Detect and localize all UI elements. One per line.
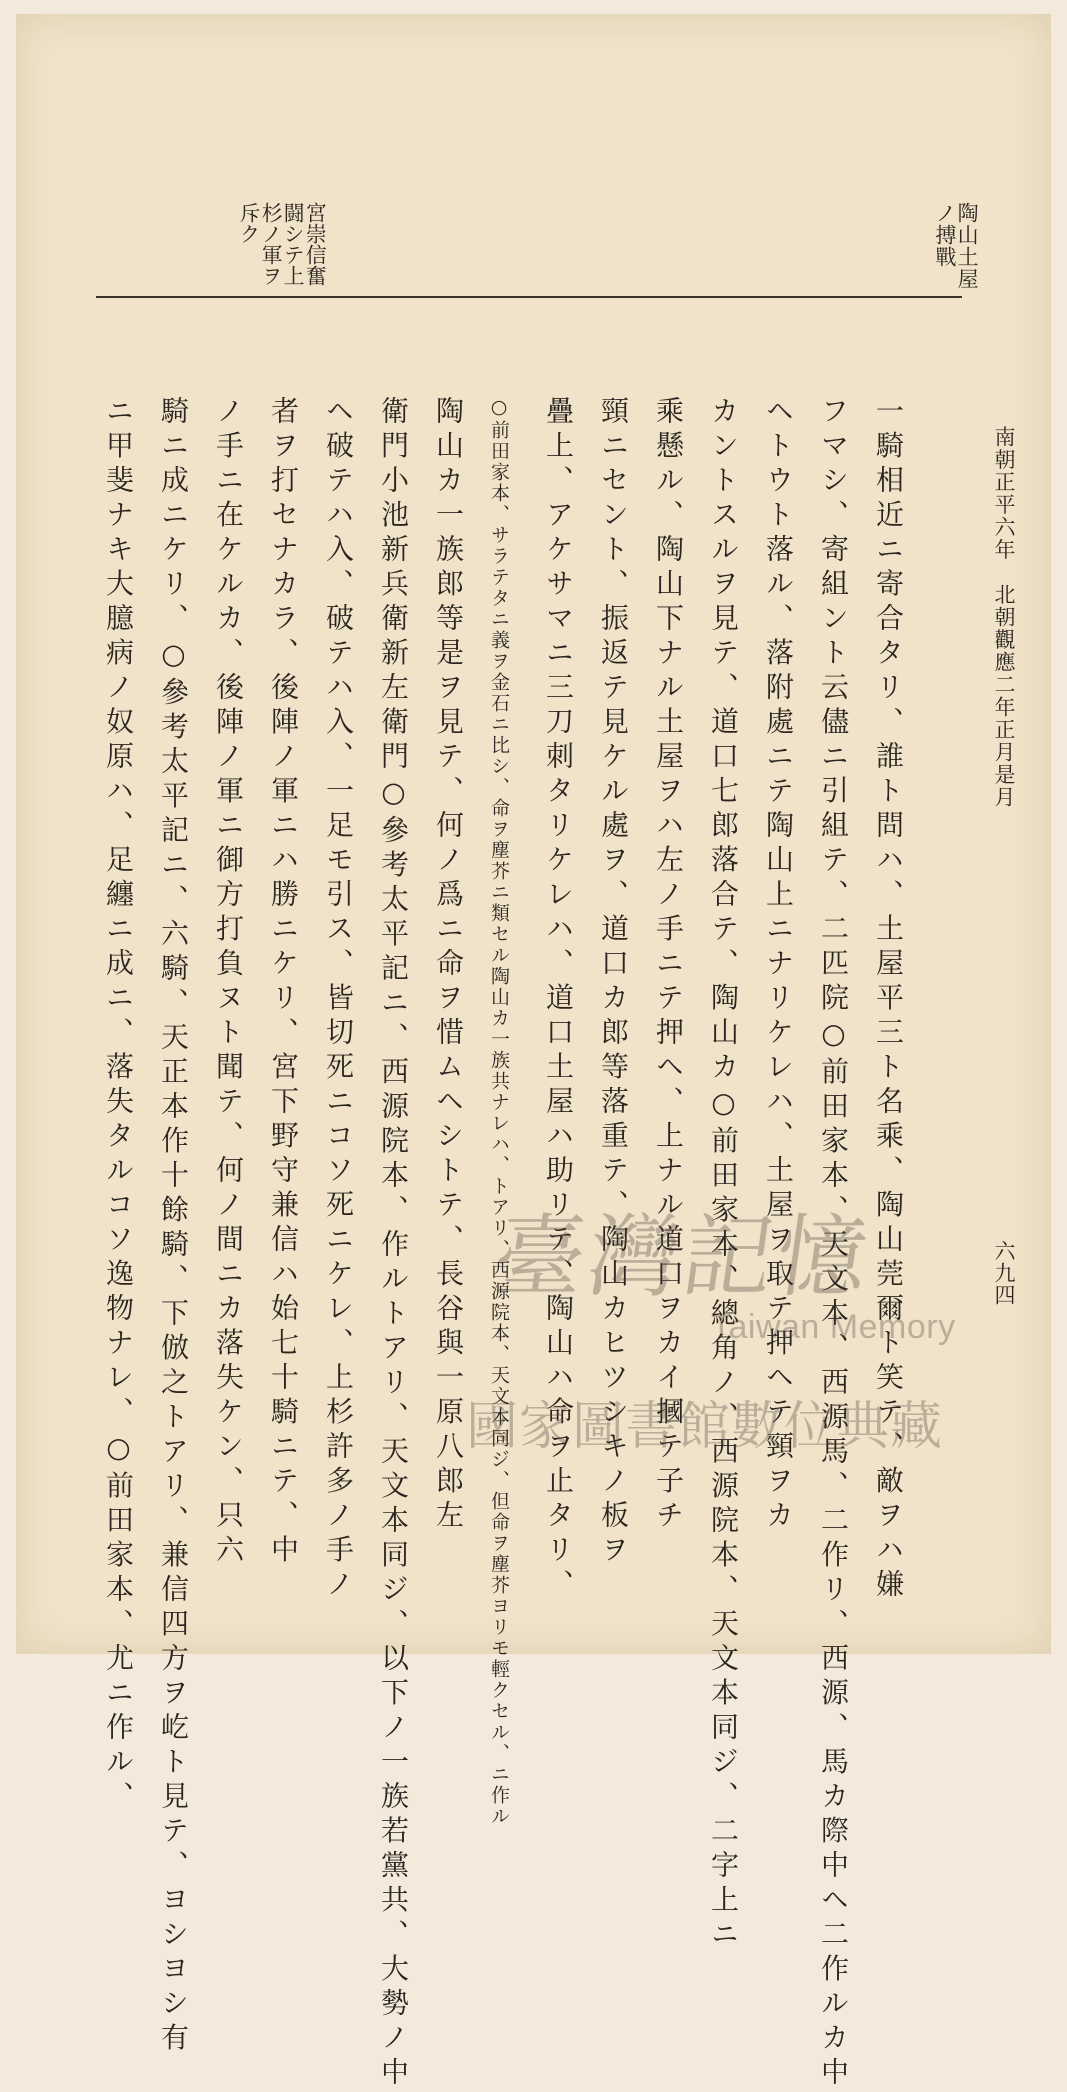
side-heading-line: 杉ノ軍ヲ: [259, 202, 284, 286]
text-column: ヘトウト落ル、落附處ニテ陶山上ニナリケレハ、土屋ヲ取テ押ヘテ頸ヲカ: [762, 396, 795, 1535]
text-column: 疊上、アケサマニ三刀刺タリケレハ、道口土屋ハ助リテ、陶山ハ命ヲ止タリ、: [542, 396, 575, 1604]
text-column: ニ甲斐ナキ大臆病ノ奴原ハ、足纏ニ成ニ、落失タルコソ逸物ナレ、○前田家本、尤ニ作ル、: [102, 396, 135, 1816]
document-page: [16, 14, 1051, 2092]
annotation-column: ○前田家本、サラテタニ義ヲ金石ニ比シ、命ヲ塵芥ニ類セル陶山カ一族共ナレハ、トアリ、西源院本、天文本同ジ、但命ヲ塵芥ヨリモ輕クセル、ニ作ル: [488, 396, 510, 1827]
watermark-english: Taiwan Memory: [711, 1308, 956, 1346]
page-number: 六九四: [992, 1240, 1016, 1306]
side-heading: [238, 202, 326, 286]
text-column: 頸ニセント、振返テ見ケル處ヲ、道口カ郎等落重テ、陶山カヒツシキノ板ヲ: [597, 396, 630, 1569]
library-watermark: [466, 1184, 986, 1474]
text-column: カントスルヲ見テ、道口七郎落合テ、陶山カ○前田家本、總角ノ、西源院本、天文本同ジ、二字上ニ: [707, 396, 740, 1954]
text-column: 衛門小池新兵衛新左衛門○參考太平記ニ、西源院本、作ルトアリ、天文本同ジ、以下ノ一族若黨共、大勢ノ中: [377, 396, 410, 2092]
side-heading-line: 闘シテ上: [281, 202, 306, 286]
watermark-brand: 臺灣記憶: [487, 1205, 879, 1310]
side-heading-line: 宮崇信奮: [303, 202, 328, 286]
text-column: 乘懸ル、陶山下ナル土屋ヲハ左ノ手ニテ押ヘ、上ナル道口ヲカイ摑テ子チ: [652, 396, 685, 1535]
side-heading-line: 斥ク: [237, 202, 262, 244]
text-column: フマシ、寄組ント云儘ニ引組テ、二匹院○前田家本、天文本、西源馬、二作リ、西源、馬カ際中ヘ二作ルカ中: [817, 396, 850, 2092]
text-column: ヘ破テハ入、破テハ入、一足モ引ス、皆切死ニコソ死ニケレ、上杉許多ノ手ノ: [322, 396, 355, 1604]
text-column: 者ヲ打セナカラ、後陣ノ軍ニハ勝ニケリ、宮下野守兼信ハ始七十騎ニテ、中: [267, 396, 300, 1569]
text-column: 騎ニ成ニケリ、○參考太平記ニ、六騎、天正本作十餘騎、下倣之トアリ、兼信四方ヲ屹ト見テ、ヨシヨシ有: [157, 396, 190, 2057]
text-column: 陶山カ一族郎等是ヲ見テ、何ノ爲ニ命ヲ惜ムヘシトテ、長谷與一原八郎左: [432, 396, 465, 1535]
section-heading-line: ノ搏戰: [933, 202, 958, 268]
watermark-institution: 國家圖書館數位典藏: [466, 1397, 944, 1457]
text-column: 一騎相近ニ寄合タリ、誰ト問ハ、土屋平三ト名乘、陶山莞爾ト笑テ、敵ヲハ嫌: [872, 396, 905, 1604]
era-dateline: 南朝正平六年 北朝觀應二年正月是月: [992, 426, 1016, 809]
section-heading-line: 陶山土屋: [955, 202, 980, 290]
text-column: ノ手ニ在ケルカ、後陣ノ軍ニ御方打負ヌト聞テ、何ノ間ニカ落失ケン、只六: [212, 396, 245, 1569]
section-heading: [934, 202, 978, 290]
header-divider: [96, 296, 962, 298]
